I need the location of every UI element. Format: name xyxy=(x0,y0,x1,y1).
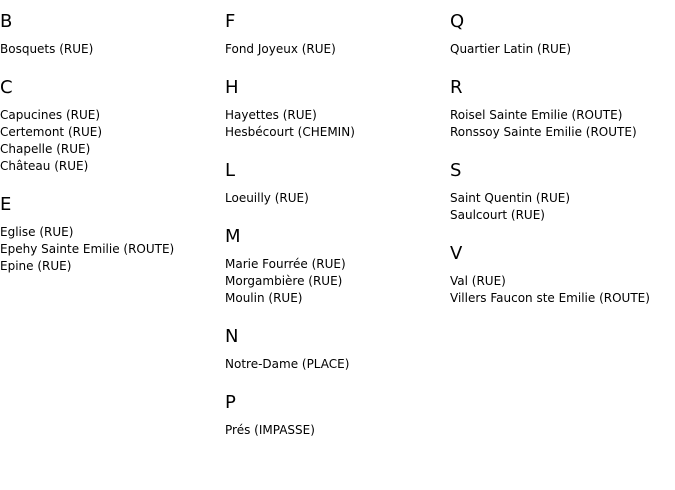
group-spacer xyxy=(450,224,675,232)
group-spacer xyxy=(450,58,675,66)
street-link[interactable]: Ronssoy Sainte Emilie (ROUTE) xyxy=(450,125,637,139)
index-column-3 xyxy=(450,0,675,315)
letter-group xyxy=(225,11,445,66)
section-letter-heading: H xyxy=(225,77,239,98)
street-link[interactable]: Roisel Sainte Emilie (ROUTE) xyxy=(450,108,623,122)
street-link[interactable]: Bosquets (RUE) xyxy=(0,42,94,56)
street-link[interactable]: Quartier Latin (RUE) xyxy=(450,42,572,56)
letter-group xyxy=(225,77,445,149)
group-spacer xyxy=(0,175,220,183)
section-letter-heading: V xyxy=(450,243,463,264)
section-letter-heading: Q xyxy=(450,11,465,32)
group-spacer xyxy=(225,207,445,215)
street-link[interactable]: Val (RUE) xyxy=(450,274,506,288)
street-link[interactable]: Epehy Sainte Emilie (ROUTE) xyxy=(0,242,175,256)
street-link[interactable]: Morgambière (RUE) xyxy=(225,274,343,288)
street-link[interactable]: Chapelle (RUE) xyxy=(0,142,91,156)
group-spacer xyxy=(225,141,445,149)
group-spacer xyxy=(225,373,445,381)
section-letter-heading: P xyxy=(225,392,236,413)
section-letter-heading: B xyxy=(0,11,13,32)
section-letter-heading: R xyxy=(450,77,463,98)
group-spacer xyxy=(0,58,220,66)
section-letter-heading: N xyxy=(225,326,239,347)
section-letter-heading: S xyxy=(450,160,462,181)
letter-group xyxy=(0,11,220,66)
street-link[interactable]: Hayettes (RUE) xyxy=(225,108,317,122)
letter-group xyxy=(450,160,675,232)
letter-group xyxy=(225,326,445,381)
street-link[interactable]: Fond Joyeux (RUE) xyxy=(225,42,336,56)
street-link[interactable]: Certemont (RUE) xyxy=(0,125,103,139)
street-link[interactable]: Notre-Dame (PLACE) xyxy=(225,357,350,371)
letter-group xyxy=(0,77,220,183)
street-link[interactable]: Château (RUE) xyxy=(0,159,89,173)
letter-group xyxy=(0,194,220,283)
section-letter-heading: E xyxy=(0,194,12,215)
group-spacer xyxy=(0,275,220,283)
letter-group xyxy=(225,160,445,215)
group-spacer xyxy=(225,439,445,447)
street-link[interactable]: Villers Faucon ste Emilie (ROUTE) xyxy=(450,291,650,305)
group-spacer xyxy=(225,307,445,315)
street-link[interactable]: Capucines (RUE) xyxy=(0,108,101,122)
street-link[interactable]: Saint Quentin (RUE) xyxy=(450,191,570,205)
section-letter-heading: M xyxy=(225,226,241,247)
section-letter-heading: C xyxy=(0,77,13,98)
index-column-2 xyxy=(225,0,445,447)
group-spacer xyxy=(450,141,675,149)
section-letter-heading: F xyxy=(225,11,236,32)
letter-group xyxy=(450,11,675,66)
letter-group xyxy=(225,392,445,447)
section-letter-heading: L xyxy=(225,160,236,181)
street-link[interactable]: Moulin (RUE) xyxy=(225,291,303,305)
street-link[interactable]: Prés (IMPASSE) xyxy=(225,423,315,437)
letter-group xyxy=(450,77,675,149)
street-link[interactable]: Epine (RUE) xyxy=(0,259,72,273)
street-link[interactable]: Loeuilly (RUE) xyxy=(225,191,309,205)
street-link[interactable]: Hesbécourt (CHEMIN) xyxy=(225,125,355,139)
street-link[interactable]: Eglise (RUE) xyxy=(0,225,74,239)
street-link[interactable]: Saulcourt (RUE) xyxy=(450,208,545,222)
index-column-1 xyxy=(0,0,220,283)
letter-group xyxy=(450,243,675,315)
street-link[interactable]: Marie Fourrée (RUE) xyxy=(225,257,346,271)
group-spacer xyxy=(225,58,445,66)
group-spacer xyxy=(450,307,675,315)
letter-group xyxy=(225,226,445,315)
